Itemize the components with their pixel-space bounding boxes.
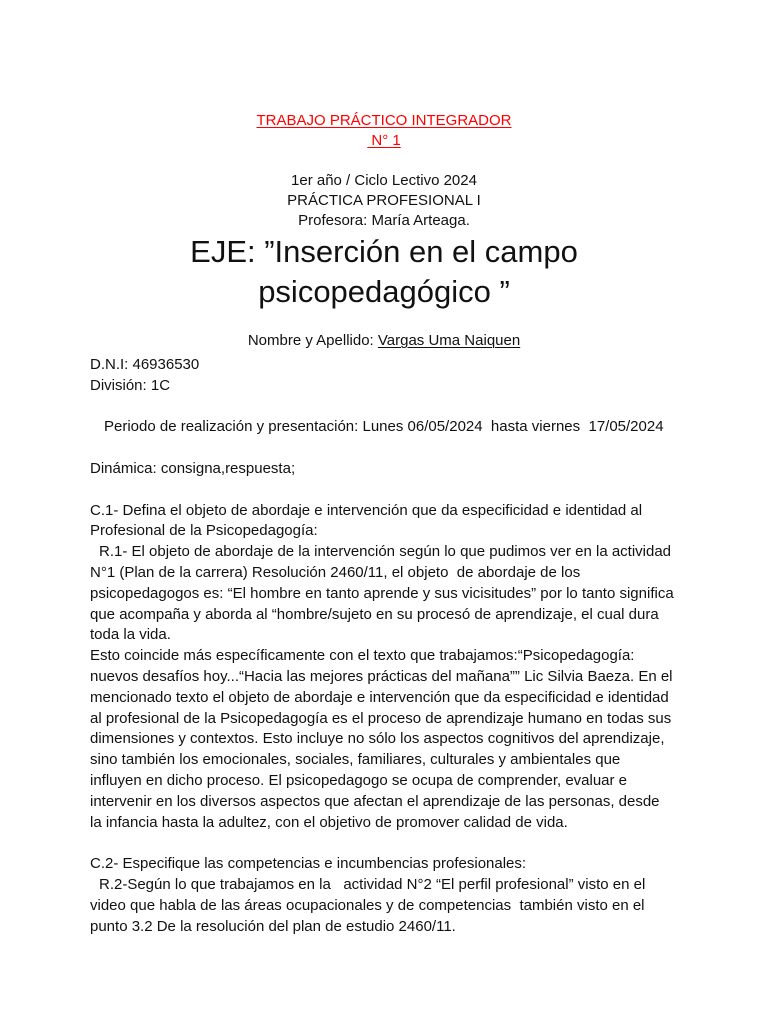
period-text: Periodo de realización y presentación: Lunes 06/05/2024 hasta viernes 17/05/2024 <box>104 418 664 436</box>
answer-r1-line: intervenir en los diversos aspectos que afectan el aprendizaje de las personas, desde <box>90 792 660 810</box>
spacer <box>90 480 678 501</box>
spacer <box>90 438 678 459</box>
spacer <box>90 311 678 331</box>
answer-r2-line: R.2-Según lo que trabajamos en la actividad N°2 “El perfil profesional” visto en el <box>99 875 646 893</box>
student-name-value: Vargas Uma Naiquen <box>377 332 521 349</box>
question-c1 <box>90 501 678 543</box>
spacer <box>90 397 678 418</box>
answer-r1-line: al profesional de la Psicopedagogía es el proceso de aprendizaje humano en todas sus <box>90 709 672 727</box>
student-dni: D.N.I: 46936530 <box>90 356 200 373</box>
spacer <box>90 151 678 171</box>
answer-r1-line: R.1- El objeto de abordaje de la intervención según lo que pudimos ver en la actividad <box>99 543 672 561</box>
dynamics-text: Dinámica: consigna,respuesta; <box>90 459 296 477</box>
answer-r1-line: nuevos desafíos hoy...“Hacia las mejores prácticas del mañana”” Lic Silvia Baeza. En el <box>90 667 673 685</box>
answer-r1 <box>90 542 678 833</box>
course-info: 1er año / Ciclo Lectivo 2024 <box>291 172 477 189</box>
question-c2 <box>90 854 678 875</box>
answer-r1-line: toda la vida. <box>90 626 171 644</box>
question-c1-line: C.1- Defina el objeto de abordaje e intervención que da especificidad e identidad al <box>90 501 643 519</box>
student-name-row <box>90 331 678 351</box>
answer-r1-line: que acompaña y aborda al “hombre/sujeto en su procesó de aprendizaje, el cual dura <box>90 605 659 623</box>
teacher-name: Profesora: María Arteaga. <box>298 212 470 229</box>
answer-r1-line: Esto coincide más específicamente con el texto que trabajamos:“Psicopedagogía: <box>90 647 635 665</box>
eje-heading-line2: psicopedagógico ” <box>258 274 510 309</box>
spacer <box>90 833 678 854</box>
answer-r1-line: dimensiones y contextos. Esto incluye no sólo los aspectos cognitivos del aprendizaje, <box>90 730 665 748</box>
answer-r2-line: video que habla de las áreas ocupacionales y de competencias también visto en el <box>90 896 645 914</box>
answer-r1-line: mencionado texto el objeto de abordaje e intervención que da especificidad e identidad <box>90 688 669 706</box>
document-number: N° 1 <box>367 132 401 149</box>
student-name-label: Nombre y Apellido: <box>247 332 378 349</box>
answer-r1-line: sino también los emocionales, sociales, familiares, culturales y ambientales que <box>90 751 621 769</box>
answer-r2-line: punto 3.2 De la resolución del plan de estudio 2460/11. <box>90 917 456 935</box>
eje-heading-line1: EJE: ”Inserción en el campo <box>190 234 578 269</box>
question-c2-line: C.2- Especifique las competencias e incumbencias profesionales: <box>90 855 527 873</box>
subject-name: PRÁCTICA PROFESIONAL I <box>287 192 481 209</box>
document-title: TRABAJO PRÁCTICO INTEGRADOR <box>256 112 512 129</box>
answer-r1-line: psicopedagogos es: “El hombre en tanto aprende y sus vicisitudes” por lo tanto significa <box>90 584 674 602</box>
question-c1-line: Profesional de la Psicopedagogía: <box>90 522 318 540</box>
student-division: División: 1C <box>90 376 171 394</box>
answer-r1-line: la infancia hasta la adultez, con el objetivo de promover calidad de vida. <box>90 813 568 831</box>
answer-r1-line: N°1 (Plan de la carrera) Resolución 2460/11, el objeto de abordaje de los <box>90 563 581 581</box>
answer-r1-line: influyen en dicho proceso. El psicopedagogo se ocupa de comprender, evaluar e <box>90 771 628 789</box>
answer-r2 <box>90 875 678 937</box>
